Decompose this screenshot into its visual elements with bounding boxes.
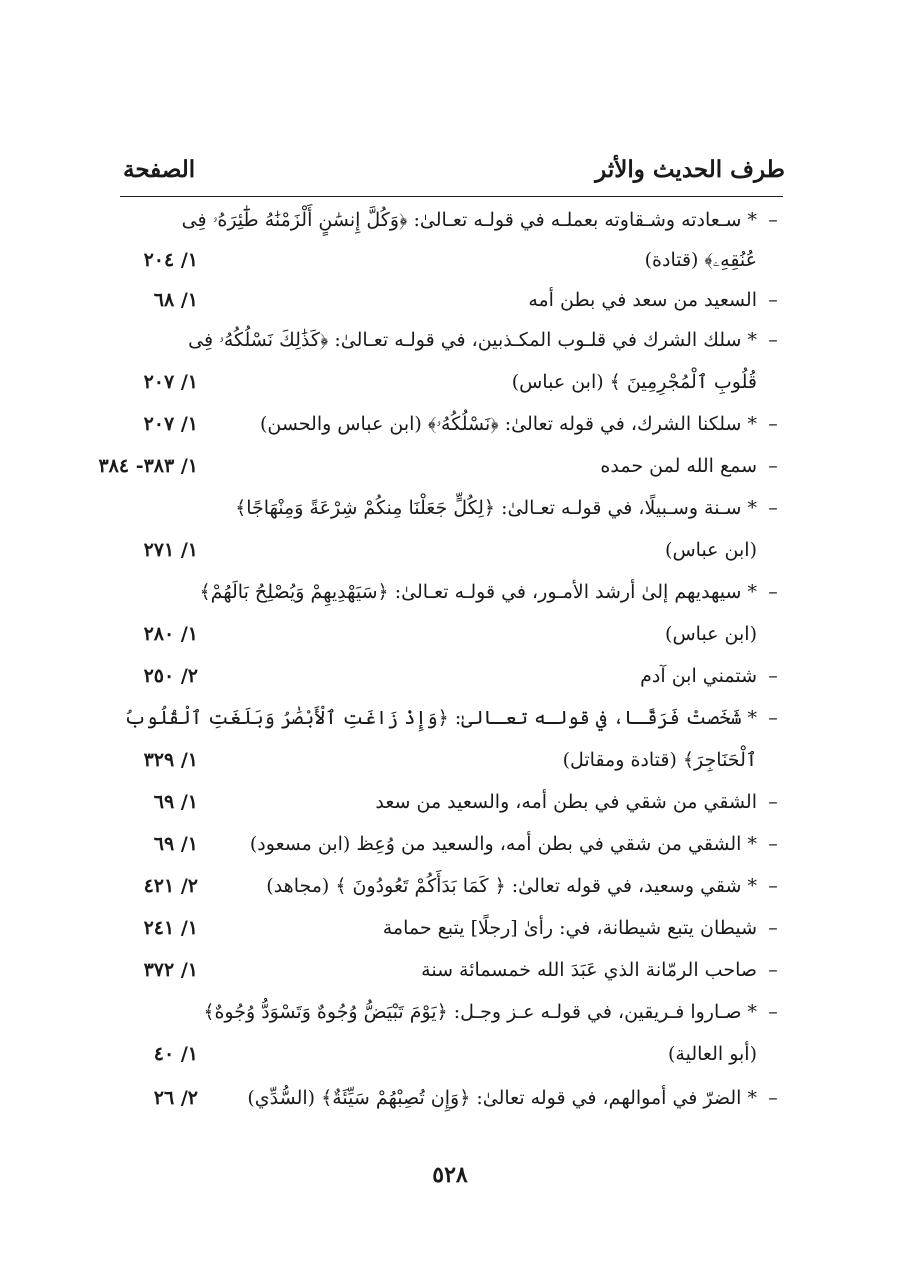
entry-page-ref: ١/ ٣٢٩ [143, 749, 198, 771]
entry-dash: – [768, 665, 778, 687]
entry-dash: – [768, 209, 778, 231]
entry-dash: – [768, 455, 778, 477]
entry-text-line: السعيد من سعد في بطن أمه [528, 289, 757, 311]
entry-dash: – [768, 791, 778, 813]
entry-page-ref: ١/ ٣٨٣- ٣٨٤ [98, 455, 198, 477]
entry-text-line: * الشقي من شقي في بطن أمه، والسعيد من وُعِظ (ابن مسعود) [249, 833, 757, 855]
entry-text-line: ٱلْحَنَاجِرَ﴾ (قتادة ومقاتل) [562, 749, 757, 771]
entry-text-line: * سلكنا الشرك، في قوله تعالىٰ: ﴿نَسْلُكُهُۥ﴾ (ابن عباس والحسن) [259, 413, 757, 435]
entry-text-line: عُنُقِهِۦ﴾ (قتادة) [644, 249, 757, 271]
entry-text-line: (ابن عباس) [665, 623, 757, 645]
entry-text-line: قُلُوبِ ٱلْمُجْرِمِينَ ﴾ (ابن عباس) [511, 371, 757, 393]
entry-page-ref: ١/ ٤٠ [153, 1043, 198, 1065]
entry-page-ref: ١/ ٦٨ [153, 289, 198, 311]
entry-page-ref: ١/ ٢٨٠ [143, 623, 198, 645]
entry-dash: – [768, 917, 778, 939]
column-title-page: الصفحة [123, 156, 196, 183]
entry-text-line: صاحب الرمّانة الذي عَبَدَ الله خمسمائة سنة [421, 959, 757, 981]
entry-page-ref: ٢/ ٢٦ [153, 1087, 198, 1109]
header-rule [120, 196, 783, 197]
entry-dash: – [768, 707, 778, 729]
entry-page-ref: ١/ ٢٧١ [143, 539, 198, 561]
entry-text-line: سمع الله لمن حمده [600, 455, 757, 477]
entry-page-ref: ١/ ٢٠٧ [143, 413, 198, 435]
entry-dash: – [768, 581, 778, 603]
entry-page-ref: ١/ ٢٠٧ [143, 371, 198, 393]
entry-text-line: * سـعادته وشـقاوته بعملـه في قولـه تعـالىٰ: ﴿وَكُلَّ إِنسَٰنٍ أَلْزَمْنَٰهُ طَٰٓئِرَهُۥ فِى [181, 209, 757, 231]
entry-text-line: شيطان يتبع شيطانة، في: رأىٰ [رجلًا] يتبع حمامة [382, 917, 757, 939]
entry-dash: – [768, 497, 778, 519]
entry-page-ref: ١/ ٢٠٤ [143, 249, 198, 271]
entry-text-line: * سلك الشرك في قلـوب المكـذبين، في قولـه تعـالىٰ: ﴿كَذَٰلِكَ نَسْلُكُهُۥ فِى [188, 329, 757, 351]
entry-page-ref: ٢/ ٢٥٠ [143, 665, 198, 687]
entry-dash: – [768, 875, 778, 897]
entry-text-line: الشقي من شقي في بطن أمه، والسعيد من سعد [375, 791, 757, 813]
entry-dash: – [768, 413, 778, 435]
entry-page-ref: ١/ ٣٧٢ [143, 959, 198, 981]
entry-text-line: * صـاروا فـريقين، في قولـه عـز وجـل: ﴿يَوْمَ تَبْيَضُّ وُجُوهٌ وَتَسْوَدُّ وُجُوهٌ﴾ [203, 1001, 757, 1023]
entry-dash: – [768, 289, 778, 311]
entry-text-line: * سيهديهم إلىٰ أرشد الأمـور، في قولـه تعـالىٰ: ﴿سَيَهْدِيهِمْ وَيُصْلِحُ بَالَهُمْ﴾ [199, 581, 757, 603]
entry-dash: – [768, 329, 778, 351]
entry-page-ref: ١/ ٢٤١ [143, 917, 198, 939]
entry-text-line: * سـنة وسـبيلًا، في قولـه تعـالىٰ: ﴿لِكُلٍّ جَعَلْنَا مِنكُمْ شِرْعَةً وَمِنْهَاجًا﴾ [235, 497, 757, 519]
page-number: ٥٢٨ [432, 1162, 468, 1188]
entry-text-line: (أبو العالية) [668, 1043, 757, 1065]
column-title-hadith: طرف الحديث والأثر [595, 156, 785, 183]
index-header [120, 152, 785, 192]
entry-dash: – [768, 1087, 778, 1109]
entry-text-line: * شَخَصتْ فَرَقًـا، في قولـه تعـالىٰ: ﴿وَإِذْ زَاغَتِ ٱلْأَبْصَٰرُ وَبَلَغَتِ ٱلْقُلُوبُ [124, 707, 757, 729]
entry-dash: – [768, 1001, 778, 1023]
entry-text-line: * شقي وسعيد، في قوله تعالىٰ: ﴿ كَمَا بَدَأَكُمْ تَعُودُونَ ﴾ (مجاهد) [266, 875, 757, 897]
entry-dash: – [768, 959, 778, 981]
entry-text-line: (ابن عباس) [665, 539, 757, 561]
entry-page-ref: ١/ ٦٩ [153, 791, 198, 813]
entry-page-ref: ١/ ٦٩ [153, 833, 198, 855]
entry-page-ref: ٢/ ٤٢١ [143, 875, 198, 897]
entry-dash: – [768, 833, 778, 855]
entry-text-line: شتمني ابن آدم [640, 665, 757, 687]
entry-text-line: * الضرّ في أموالهم، في قوله تعالىٰ: ﴿وَإِن تُصِبْهُمْ سَيِّئَةٌ﴾ (السُّدِّي) [247, 1087, 757, 1109]
